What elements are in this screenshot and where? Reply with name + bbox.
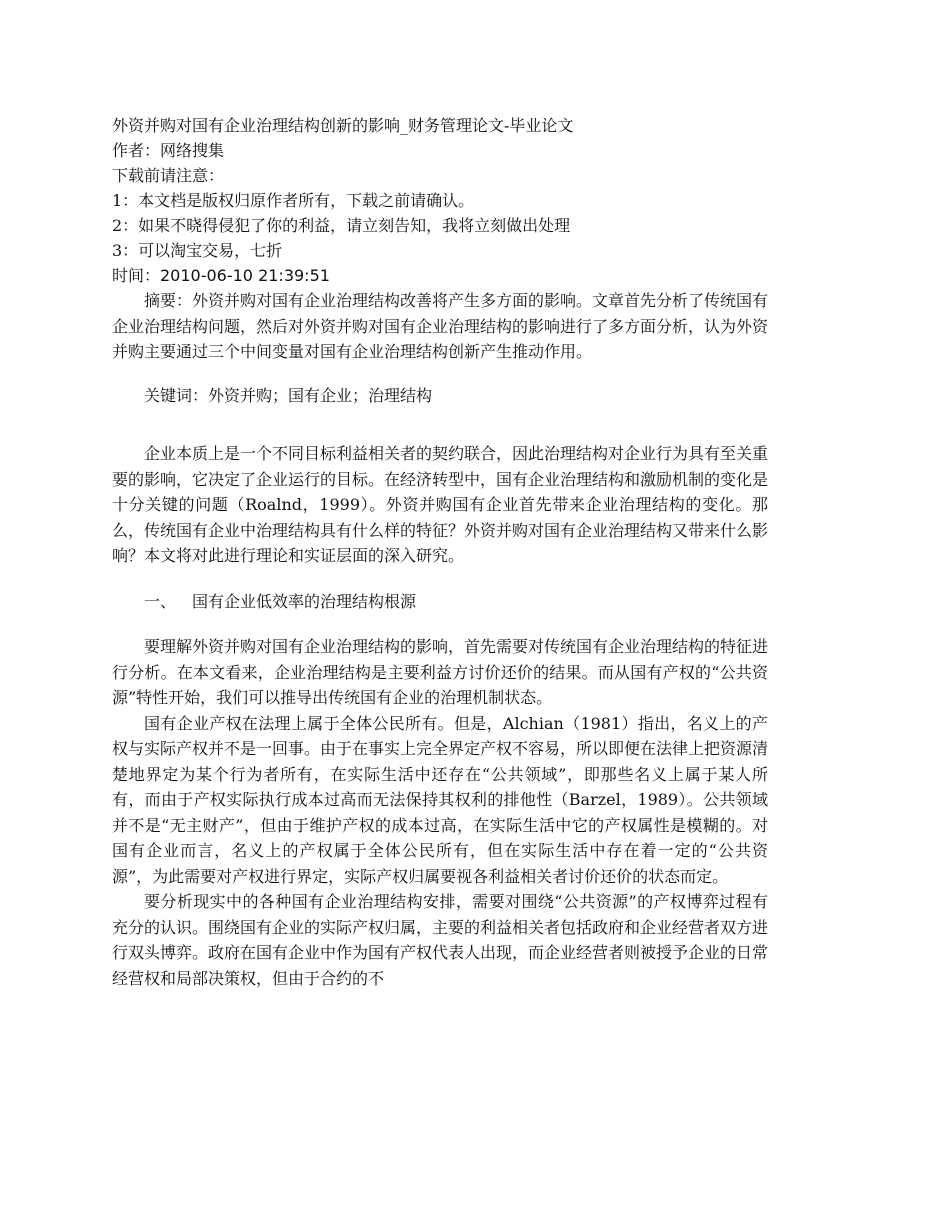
abstract-paragraph: 摘要：外资并购对国有企业治理结构改善将产生多方面的影响。文章首先分析了传统国有企业治理结构问题，然后对外资并购对国有企业治理结构的影响进行了多方面分析，认为外资并购主要通过三个中间变量对国有企业治理结构创新产生推动作用。 (112, 291, 769, 361)
keywords-line: 关键词：外资并购；国有企业；治理结构 (144, 385, 433, 405)
body-paragraph-1: 要理解外资并购对国有企业治理结构的影响，首先需要对传统国有企业治理结构的特征进行分析。在本文看来，企业治理结构是主要利益方讨价还价的结果。而从国有产权的“公共资源”特性开始，我们可以推导出传统国有企业的治理机制状态。 (112, 637, 769, 707)
document-page (112, 113, 768, 991)
timestamp: 时间：2010-06-10 21:39:51 (112, 266, 330, 285)
notice-item-3: 3：可以淘宝交易，七折 (112, 241, 283, 260)
document-title: 外资并购对国有企业治理结构创新的影响_财务管理论文-毕业论文 (112, 116, 574, 135)
notice-item-1: 1：本文档是版权归原作者所有，下载之前请确认。 (112, 191, 475, 210)
section-heading (112, 589, 768, 615)
body-paragraph-2: 国有企业产权在法理上属于全体公民所有。但是，Alchian（1981）指出，名义上的产权与实际产权并不是一回事。由于在事实上完全界定产权不容易，所以即便在法律上把资源清楚地界定为某个行为者所有，在实际生活中还存在“公共领域”，即那些名义上属于某人所有，而由于产权实际执行成本过高而无法保持其权利的排他性（Barzel，1989）。公共领域并不是“无主财产”，但由于维护产权的成本过高，在实际生活中它的产权属性是模糊的。对国有企业而言，名义上的产权属于全体公民所有，但在实际生活中存在着一定的“公共资源”，为此需要对产权进行界定，实际产权归属要视各利益相关者讨价还价的状态而定。 (112, 713, 769, 886)
download-notice: 下载前请注意： (112, 166, 225, 185)
section-number: 一、 (144, 591, 177, 611)
body-paragraph-3: 要分析现实中的各种国有企业治理结构安排，需要对围绕“公共资源”的产权博弈过程有充分的认识。围绕国有企业的实际产权归属，主要的利益相关者包括政府和企业经营者双方进行双头博弈。政府在国有企业中作为国有产权代表人出现，而企业经营者则被授予企业的日常经营权和局部决策权，但由于合约的不 (112, 892, 769, 988)
section-title: 国有企业低效率的治理结构根源 (192, 591, 417, 611)
notice-item-2: 2：如果不晓得侵犯了你的利益，请立刻告知，我将立刻做出处理 (112, 216, 571, 235)
author-line: 作者：网络搜集 (112, 141, 225, 160)
intro-paragraph: 企业本质上是一个不同目标利益相关者的契约联合，因此治理结构对企业行为具有至关重要的影响，它决定了企业运行的目标。在经济转型中，国有企业治理结构和激励机制的变化是十分关键的问题（Roalnd，1999）。外资并购国有企业首先带来企业治理结构的变化。那么，传统国有企业中治理结构具有什么样的特征？外资并购对国有企业治理结构又带来什么影响？本文将对此进行理论和实证层面的深入研究。 (112, 444, 769, 565)
